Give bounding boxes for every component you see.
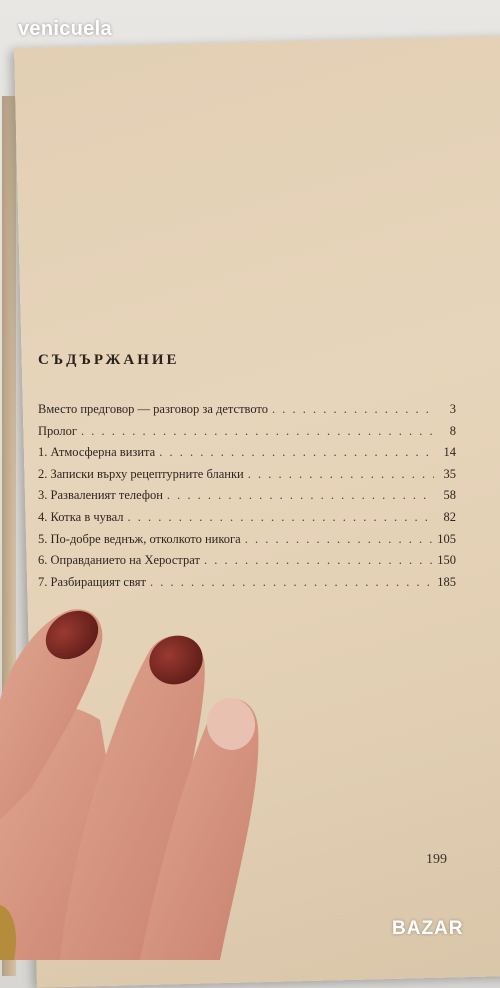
toc-leader-dots	[150, 575, 433, 590]
book-spine-edge	[2, 96, 16, 976]
toc-leader-dots	[245, 532, 434, 547]
toc-leader-dots	[204, 553, 433, 568]
toc-leader-dots	[81, 424, 434, 439]
toc-entry-label: 4. Котка в чувал	[38, 509, 124, 524]
bazar-logo: BAZAR	[392, 918, 464, 939]
toc-entry-label: 7. Разбиращият свят	[38, 574, 146, 589]
toc-entry	[38, 445, 456, 467]
toc-entry	[38, 402, 456, 424]
toc-entry	[38, 510, 456, 532]
toc-entry-page: 58	[443, 488, 456, 503]
toc-entry-label: 3. Развaленият телефон	[38, 488, 163, 503]
toc-entry-page: 82	[443, 509, 456, 524]
toc-entry	[38, 553, 456, 575]
toc-entry	[38, 467, 456, 489]
toc-entry-label: 6. Оправданието на Херострат	[38, 553, 200, 568]
toc-entry-page: 35	[443, 466, 456, 481]
page-number: 199	[426, 852, 447, 867]
toc-entry-page: 105	[437, 531, 456, 546]
toc-entry-label: Вместо предговор — разговор за детството	[38, 402, 268, 416]
toc-entry	[38, 424, 456, 446]
toc-title: СЪДЪРЖАНИЕ	[38, 352, 180, 368]
toc-entry-page: 14	[443, 445, 456, 460]
toc-entry	[38, 532, 456, 554]
watermark: venicuela	[18, 18, 112, 40]
toc-entry	[38, 575, 456, 597]
toc-entry-page: 3	[449, 402, 456, 416]
toc-leader-dots	[159, 445, 434, 460]
toc-entry-page: 8	[449, 423, 456, 438]
toc-entry-page: 185	[437, 574, 456, 589]
toc-entry-label: Пролог	[38, 423, 77, 438]
toc-leader-dots	[167, 488, 434, 503]
toc-entry-label: 5. По-добре веднъж, отколкото никога	[38, 531, 241, 546]
toc-leader-dots	[248, 467, 434, 482]
toc-entry	[38, 488, 456, 510]
toc-leader-dots	[272, 402, 434, 417]
toc-leader-dots	[128, 510, 434, 525]
table-of-contents	[38, 402, 456, 596]
toc-entry-label: 1. Атмосферна визита	[38, 445, 156, 460]
toc-entry-label: 2. Записки върху рецептурните бланки	[38, 466, 244, 481]
toc-entry-page: 150	[437, 553, 456, 568]
